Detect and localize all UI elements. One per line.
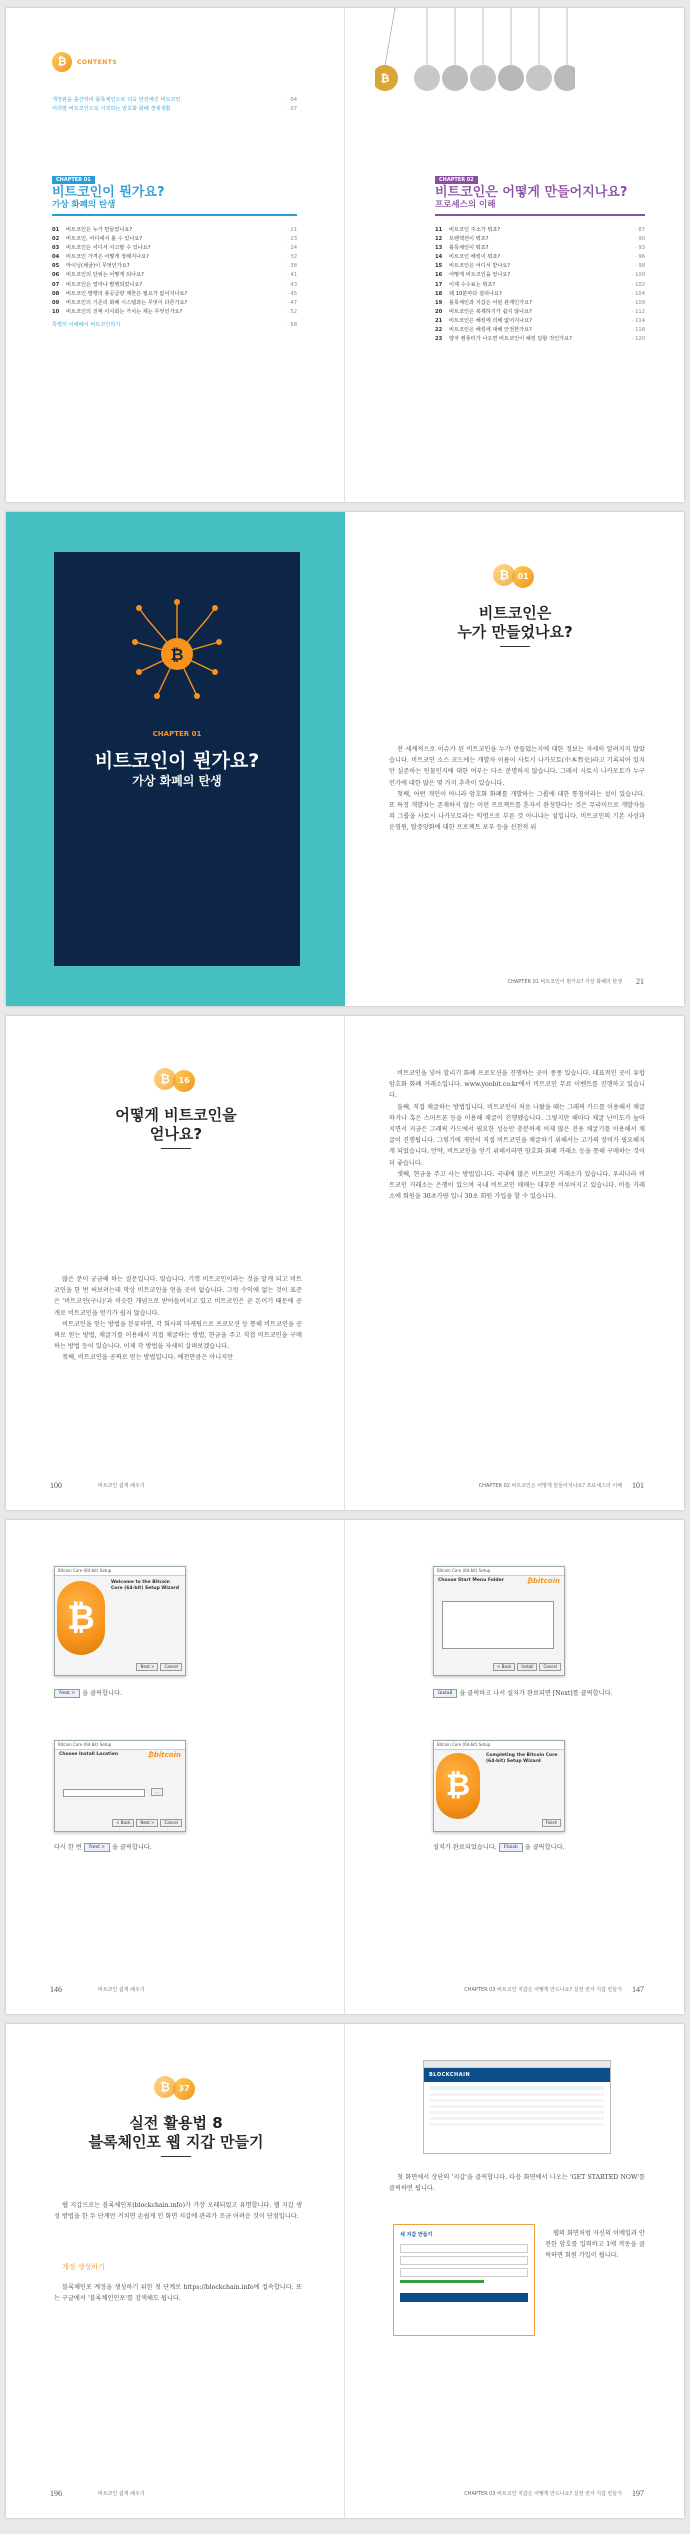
- toc-num: 22: [435, 327, 443, 334]
- paragraph: 비트코인을 얻는 방법을 분류하면, 각 회사의 마케팅으로 프로모션 등 통해 비트코인을 공짜로 얻는 방법, 채굴기를 이용해서 직접 채굴하는 방법, 현금을 주고 직접 비트코인을 구매하는 방법 등이 있습니다. 이제 각 방법을 자세히 살펴보겠습니다.: [54, 1320, 302, 1351]
- toc-page: · 21: [287, 227, 297, 233]
- window-heading: Welcome to the Bitcoin Core (64-bit) Setup Wizard: [111, 1580, 179, 1591]
- paragraph: 비트코인을 넣어 알리기 화폐 프로모션을 진행하는 곳이 종종 있습니다. 대표적인 곳이 유럽 암호화 화폐 거래소입니다. www.yoobit.co.kr에서 비트코인 무료 이벤트를 진행하고 있습니다.: [389, 1070, 645, 1100]
- page-number: 147: [632, 1985, 644, 1994]
- web-wallet-spread: [6, 2024, 684, 2518]
- chapter-cover-page: [6, 512, 345, 1006]
- window-buttons: [491, 1653, 561, 1672]
- chapter2-title: 비트코인은 어떻게 만들어지나요?: [435, 185, 628, 200]
- right-body: [389, 2172, 645, 2194]
- toc-page: · 52: [287, 308, 297, 315]
- svg-text:₿: ₿: [380, 72, 390, 85]
- section-body: [389, 744, 645, 834]
- toc-title: 왜 10분마다 걸리나요?: [449, 290, 502, 297]
- toc-page: · 98: [635, 263, 645, 270]
- window-heading: Completing the Bitcoin Core (64-bit) Setup Wizard: [486, 1753, 558, 1764]
- site-header: [424, 2068, 610, 2082]
- chapter1-label: CHAPTER 01: [52, 176, 95, 184]
- divider: [435, 214, 645, 216]
- section-title: 어떻게 비트코인을 얻나요?: [115, 1106, 237, 1143]
- paragraph: 첫째, 비트코인을 공짜로 얻는 방법입니다. 예전만큼은 아니지만: [62, 1354, 234, 1362]
- inline-install-button: Install: [433, 1689, 457, 1698]
- intro-title: 개정판을 출간하며 블록체인으로 더욱 안전해진 비트코인: [52, 97, 181, 103]
- running-footer: 비트코인 쉽게 배우기: [98, 1987, 145, 1993]
- running-footer: CHAPTER 03 비트코인 지갑은 어떻게 만드나요? 실전 전자 지갑 만들기: [464, 2491, 622, 2497]
- toc-title: 트랜잭션이 뭐죠?: [449, 236, 489, 243]
- toc-title: 블록체인이 뭐죠?: [449, 245, 489, 252]
- chapter1-list: [52, 226, 297, 330]
- caption-text: 다시 한 번: [54, 1844, 82, 1851]
- window-buttons: [110, 1809, 182, 1828]
- toc-title: 비트코인은 해킹에 의해 없어지나요?: [449, 317, 532, 324]
- toc-title: 마이닝(채굴)이 무엇인가요?: [66, 263, 130, 270]
- page-number: 146: [50, 1985, 62, 1994]
- window-titlebar: Bitcoin Core (64-bit) Setup: [55, 1567, 185, 1576]
- toc-title: 비트코인 가격은 어떻게 정해지나요?: [66, 254, 149, 261]
- contents-header: [52, 52, 117, 72]
- toc-title: 비트코인의 진짜 이사회는 가치는 재는 무엇인가요?: [66, 308, 183, 315]
- toc-title: 양자 컴퓨터가 나오면 비트코인이 해킹 당할 것인가요?: [449, 336, 572, 343]
- svg-text:₿: ₿: [170, 645, 184, 664]
- toc-item[interactable]: [52, 271, 297, 280]
- toc-page: · 100: [631, 272, 645, 279]
- toc-num: 15: [435, 263, 443, 270]
- toc-num: 20: [435, 308, 443, 315]
- chapter2-label: CHAPTER 02: [435, 176, 478, 184]
- paragraph: 전 세계적으로 이슈가 된 비트코인을 누가 만들었는지에 대한 정보는 자세히 알려지지 않았습니다. 비트코인 소스 코드에는 개발자 이름이 사토시 나카모토(中本哲史)라고 기록되어 있지만 실존하는 인물인지에 대한 여부는 다소 분명하지 않습니다. 그래서 사토시 나카모토가 누구인가에 대한 많은 몇 가지 추측이 있습니다.: [389, 746, 645, 787]
- strength-bar: [400, 2280, 484, 2283]
- wallet-page-right: [345, 2024, 684, 2518]
- paragraph: 웹 지갑으로는 블록체인포(blockchain.info)가 가장 오래되었고 유명합니다. 웹 지갑 생성 방법을 한 두 단계만 거치면 손쉽게 인 화면 지갑에 관리가 조금 어려운 것이 단점입니다.: [54, 2202, 302, 2221]
- wallet-page-left: [6, 2024, 345, 2518]
- contents-page-left: [6, 8, 345, 502]
- caption: [433, 1842, 565, 1852]
- toc-item[interactable]: [435, 326, 645, 335]
- toc-item[interactable]: [435, 299, 645, 308]
- bitcoin-logo-icon: ₿: [436, 1753, 480, 1819]
- paragraph: 블록체인포 계정을 생성하기 위한 첫 단계로 https://blockchain.info에 접속합니다. 또는 구글에서 '블록체인인포'를 검색해도 됩니다.: [54, 2284, 302, 2303]
- caption: [433, 1688, 613, 1698]
- title-underline: [500, 646, 530, 647]
- toc-extra-item[interactable]: [52, 321, 297, 330]
- section-start-page: [345, 512, 684, 1006]
- toc-title: 비트코인은 복제하기가 쉽지 않나요?: [449, 308, 532, 315]
- toc-page: · 24: [287, 245, 297, 252]
- intro-page: · 07: [287, 106, 297, 113]
- toc-page: · 96: [635, 254, 645, 261]
- toc-page: · 93: [635, 245, 645, 252]
- toc-item[interactable]: [52, 235, 297, 244]
- cancel-button[interactable]: Cancel: [160, 1819, 182, 1827]
- install-button[interactable]: Install: [517, 1663, 537, 1671]
- blockchain-logo: BLOCKCHAIN: [429, 2072, 471, 2078]
- setup-location-window: [54, 1740, 186, 1832]
- toc-num: 06: [52, 272, 60, 279]
- toc-page: · 87: [635, 227, 645, 233]
- page-number: 100: [50, 1481, 62, 1490]
- toc-title: 비트코인 발행의 총공급량 제한은 필요가 없어지나요?: [66, 290, 188, 297]
- window-titlebar: Bitcoin Core (64-bit) Setup: [55, 1741, 185, 1750]
- bitcoin-icon: ₿: [154, 1068, 176, 1090]
- password-field[interactable]: [400, 2256, 528, 2265]
- section-number-badge: 01: [512, 566, 534, 588]
- left-body: [54, 1274, 302, 1364]
- intro-item[interactable]: [52, 105, 297, 114]
- toc-page: · 43: [287, 281, 297, 288]
- toc-page: · 120: [631, 336, 645, 343]
- toc-title: 비트코인은 해킹에 대해 안전한가요?: [449, 327, 532, 334]
- toc-num: 18: [435, 290, 443, 297]
- toc-page: · 112: [631, 308, 645, 315]
- page-number: 21: [636, 977, 644, 986]
- section-badge: [154, 2076, 195, 2100]
- running-footer: CHAPTER 03 비트코인 지갑은 어떻게 만드나요? 실전 전자 지갑 만들기: [464, 1987, 622, 1993]
- section-badge: [493, 564, 534, 588]
- right-body-2: [545, 2228, 645, 2262]
- left-body-2: [54, 2282, 302, 2304]
- toc-page: · 32: [287, 254, 297, 261]
- text-spread: [6, 1016, 684, 1510]
- toc-item[interactable]: [435, 271, 645, 280]
- toc-item[interactable]: [435, 253, 645, 262]
- toc-title: 비트코인은 누가 만들었나요?: [66, 227, 133, 233]
- toc-num: 23: [435, 336, 443, 343]
- toc-page: · 45: [287, 290, 297, 297]
- toc-title: 어떻게 비트코인을 얻나요?: [449, 272, 511, 279]
- page-number: 196: [50, 2489, 62, 2498]
- cover-title: 비트코인이 뭔가요?: [94, 750, 260, 772]
- toc-num: 13: [435, 245, 443, 252]
- text-page-left: [6, 1016, 345, 1510]
- chapter2-list: [435, 226, 645, 344]
- site-table: [424, 2082, 610, 2133]
- toc-num: 03: [52, 245, 60, 252]
- toc-num: 14: [435, 254, 443, 261]
- section-title: 비트코인은 누가 만들었나요?: [457, 604, 573, 641]
- toc-item[interactable]: [52, 308, 297, 317]
- toc-item[interactable]: [435, 317, 645, 326]
- text-page-right: [345, 1016, 684, 1510]
- toc-item[interactable]: [435, 235, 645, 244]
- toc-title: 비트코인, 어디에서 볼 수 있나요?: [66, 236, 143, 243]
- next-button[interactable]: Next >: [136, 1819, 158, 1827]
- toc-num: 09: [52, 299, 60, 306]
- inline-next-button: Next >: [54, 1689, 80, 1698]
- toc-num: 17: [435, 281, 443, 288]
- toc-page: · 38: [287, 263, 297, 270]
- back-button[interactable]: < Back: [493, 1663, 515, 1671]
- running-footer: 비트코인 쉽게 배우기: [98, 1483, 145, 1489]
- section-number-badge: 16: [173, 1070, 195, 1092]
- toc-num: 07: [52, 281, 60, 288]
- intro-item[interactable]: [52, 96, 297, 105]
- toc-item[interactable]: [52, 244, 297, 253]
- installer-spread: [6, 1520, 684, 2014]
- paragraph: 첫째, 어떤 개인이 아니라 암호화 화폐를 개발하는 그룹에 대한 통칭이라는 설이 있습니다. 또 특정 개발자는 존재하지 않는 이런 프로젝트를 혼자서 완성한다는 것은 무리이므로 개발자들의 그룹을 사토시 나카모토라는 익명으로 부른 것 아니냐는 설입니다. 비트코인의 기본 사상과 운영원, 탈중앙화에 대한 프로젝트 포부 등을 선천적 위: [389, 790, 645, 832]
- intro-list: [52, 96, 297, 114]
- caption: [54, 1842, 152, 1852]
- setup-welcome-window: [54, 1566, 186, 1676]
- caption: [54, 1688, 122, 1698]
- chapter2-heading: [435, 166, 645, 216]
- toc-item[interactable]: [435, 290, 645, 299]
- cancel-button[interactable]: Cancel: [160, 1663, 182, 1671]
- blockchain-site-screenshot: [423, 2060, 611, 2154]
- installer-page-right: [345, 1520, 684, 2014]
- toc-num: 12: [435, 236, 443, 243]
- finish-button[interactable]: Finish: [542, 1819, 561, 1827]
- inline-finish-button: Finish: [499, 1843, 523, 1852]
- browser-bar: [424, 2061, 610, 2068]
- toc-num: 10: [52, 308, 60, 315]
- paragraph: 둘째, 직접 채굴하는 방법입니다. 비트코인이 처음 나왔을 때는 그래픽 카드를 이용해서 채굴하거나 혹은 스마트폰 등을 이용해 채굴이 진행됐습니다. 그렇지만 해마다 채굴 난이도가 높아지면서 지금은 그래픽 카드에서 필요한 성능만 충분하게 이제 많은 전용 채굴기를 이용해서 채굴이 진행됩니다. 그렇기에 개인이 직접 비트코인을 채굴하기 위해서는 고가의 장비가 필요해지게 되었습니다. 만약, 비트코인을 얻기 위해서라면 암호화 화폐 거래소 등을 통해 구매하는 것이 더 좋습니다.: [389, 1103, 645, 1167]
- toc-num: 04: [52, 254, 60, 261]
- next-button[interactable]: Next >: [136, 1663, 158, 1671]
- page-number: 101: [632, 1481, 644, 1490]
- circuit-brain-icon: [117, 594, 237, 714]
- window-titlebar: Bitcoin Core (64-bit) Setup: [434, 1567, 564, 1576]
- setup-startmenu-window: [433, 1566, 565, 1676]
- toc-page: · 90: [635, 236, 645, 243]
- paragraph: 첫 화면에서 상단의 '지갑'을 클릭합니다. 다음 화면에서 나오는 'GET STARTED NOW'를 클릭하면 됩니다.: [389, 2174, 645, 2193]
- bitcoin-word: bitcoin: [153, 1751, 181, 1759]
- chapter1-title: 비트코인이 뭔가요?: [52, 185, 165, 200]
- toc-item[interactable]: [435, 308, 645, 317]
- paragraph: 웹의 화면처럼 자신의 이메일과 안전한 암호를 입력하고 1에 작동을 클릭하면 회원 가입이 됩니다.: [545, 2230, 645, 2260]
- toc-page: · 109: [631, 299, 645, 306]
- chapter2-subtitle: 프로세스의 이해: [435, 200, 496, 210]
- window-buttons: [540, 1809, 561, 1828]
- sub-heading: 계정 생성하기: [62, 2263, 105, 2271]
- toc-num: 01: [52, 227, 60, 233]
- toc-title: 비트코인의 단위는 어떻게 되나요?: [66, 272, 144, 279]
- intro-page: · 04: [287, 97, 297, 103]
- email-field[interactable]: [400, 2244, 528, 2253]
- section-badge: [154, 1068, 195, 1092]
- window-heading: Choose Install Location: [59, 1752, 119, 1757]
- caption-text: 을 클릭합니다.: [111, 1844, 152, 1851]
- page-number: 197: [632, 2489, 644, 2498]
- bitcoin-icon: ₿: [493, 564, 515, 586]
- divider: [52, 214, 297, 216]
- bitcoin-icon: ₿: [154, 2076, 176, 2098]
- inline-next-button: Next >: [84, 1843, 110, 1852]
- toc-num: 21: [435, 317, 443, 324]
- form-title: 새 지갑 만들기: [400, 2232, 433, 2238]
- toc-item[interactable]: [52, 299, 297, 308]
- cover-subtitle: 가상 화폐의 탄생: [132, 774, 222, 788]
- chapter1-heading: [52, 166, 297, 216]
- contents-page-right: [345, 8, 684, 502]
- toc-item[interactable]: [52, 281, 297, 290]
- toc-title: 비트코인은 어디서 받나요?: [449, 263, 511, 270]
- running-footer: CHAPTER 01 비트코인이 뭔가요? 가상 화폐의 탄생: [507, 979, 622, 985]
- continue-button[interactable]: [400, 2293, 528, 2302]
- folder-list[interactable]: [442, 1601, 554, 1649]
- bitcoin-logo-icon: ₿: [57, 1581, 105, 1655]
- toc-item[interactable]: [435, 226, 645, 235]
- setup-complete-window: [433, 1740, 565, 1832]
- title-underline: [161, 2156, 191, 2157]
- toc-num: 05: [52, 263, 60, 270]
- signup-form-screenshot: [393, 2224, 535, 2336]
- toc-num: 08: [52, 290, 60, 297]
- toc-item[interactable]: [435, 281, 645, 290]
- running-footer: 비트코인 쉽게 배우기: [98, 2491, 145, 2497]
- contents-spread: [6, 8, 684, 502]
- intro-title: 머리말 비트코인으로 시작하는 암호화 화폐 경제생활: [52, 106, 171, 113]
- toc-title: 비트코인은 어디서 사고팔 수 있나요?: [66, 245, 151, 252]
- contents-label: CONTENTS: [77, 58, 118, 66]
- toc-page: · 23: [287, 236, 297, 243]
- caption-text: 을 클릭합니다.: [82, 1690, 122, 1697]
- installer-page-left: [6, 1520, 345, 2014]
- chapter1-subtitle: 가상 화폐의 탄생: [52, 200, 116, 210]
- paragraph: 많은 분이 궁금해 하는 질문입니다. 맞습니다. 기껏 비트코인이라는 것을 알게 되고 비트코인을 한 번 써보려는데 막상 비트코인을 얻을 곳이 없습니다. 그럼 수익에 없는 것이 표준은 '비트코인(구나)'과 비슷한 개념으로 받아들여지고 있고 비트코인은 곧 돈이기 때문에 공개로 비트코인을 얻기가 쉽지 않습니다.: [54, 1276, 302, 1317]
- password-confirm-field[interactable]: [400, 2268, 528, 2277]
- caption-text: 을 클릭하고 나서 설치가 완료되면 [Next]를 클릭합니다.: [459, 1690, 613, 1697]
- toc-item[interactable]: [52, 226, 297, 235]
- browse-button[interactable]: ...: [151, 1788, 163, 1796]
- toc-title: 블록체인과 지갑은 어떤 관계인가요?: [449, 299, 532, 306]
- toc-title: 특별히 이해해서 비트코인하기: [52, 321, 121, 328]
- toc-page: · 47: [287, 299, 297, 306]
- toc-page: · 102: [631, 281, 645, 288]
- toc-num: 19: [435, 299, 443, 306]
- toc-page: · 58: [287, 321, 297, 328]
- toc-item[interactable]: [435, 335, 645, 344]
- window-titlebar: Bitcoin Core (64-bit) Setup: [434, 1741, 564, 1750]
- window-buttons: [134, 1653, 182, 1672]
- toc-item[interactable]: [52, 262, 297, 271]
- bitcoin-wordmark: ₿bitcoin: [147, 1751, 181, 1759]
- caption-text: 설치가 완료되었습니다.: [433, 1844, 497, 1851]
- chapter-cover-panel: [54, 552, 300, 966]
- cancel-button[interactable]: Cancel: [539, 1663, 561, 1671]
- running-footer: CHAPTER 02 비트코인은 어떻게 만들어지나요? 프로세스의 이해: [478, 1483, 622, 1489]
- toc-title: 이제 수수료는 뭐죠?: [449, 281, 496, 288]
- toc-num: 11: [435, 227, 443, 233]
- toc-page: · 114: [631, 317, 645, 324]
- window-heading: Choose Start Menu Folder: [438, 1578, 504, 1583]
- bitcoin-wordmark: ₿bitcoin: [526, 1577, 560, 1585]
- toc-page: · 104: [631, 290, 645, 297]
- left-body: [54, 2200, 302, 2222]
- toc-num: 02: [52, 236, 60, 243]
- paragraph: 셋째, 현금을 주고 사는 방법입니다. 국내에 많은 비트코인 거래소가 있습니다. 우리나라 비트코인 거래소는 은행이 있으며 국내 비트코인 매매는 대부분 이루어지고 있습니다. 이들 거래소에 회원을 30초가량 입니 30초 회원 가입을 할 수 있습니다.: [389, 1170, 645, 1201]
- toc-title: 비트코인은 얼마나 발행되었나요?: [66, 281, 143, 288]
- toc-item[interactable]: [52, 290, 297, 299]
- pendulum-coins-illustration: [375, 8, 575, 98]
- toc-page: · 116: [631, 327, 645, 334]
- section-number-badge: 37: [173, 2078, 195, 2100]
- toc-title: 비트코인 주소가 뭐죠?: [449, 227, 501, 233]
- caption-text: 을 클릭합니다.: [524, 1844, 565, 1851]
- right-body: [389, 1068, 645, 1202]
- toc-item[interactable]: [52, 253, 297, 262]
- toc-title: 비트코인의 기존의 화폐 시스템과는 무엇이 다른가요?: [66, 299, 188, 306]
- path-input[interactable]: [63, 1789, 145, 1797]
- toc-item[interactable]: [435, 262, 645, 271]
- chapter-opener-spread: [6, 512, 684, 1006]
- back-button[interactable]: < Back: [112, 1819, 134, 1827]
- cover-chapter-label: CHAPTER 01: [152, 730, 202, 738]
- bitcoin-word: bitcoin: [532, 1577, 560, 1585]
- bitcoin-icon: ₿: [52, 52, 72, 72]
- toc-page: · 41: [287, 272, 297, 279]
- toc-num: 16: [435, 272, 443, 279]
- toc-item[interactable]: [435, 244, 645, 253]
- title-underline: [161, 1148, 191, 1149]
- section-title: 실전 활용법 8 블록체인포 웹 지갑 만들기: [88, 2114, 264, 2151]
- toc-title: 비트코인 해킹이 뭐죠?: [449, 254, 501, 261]
